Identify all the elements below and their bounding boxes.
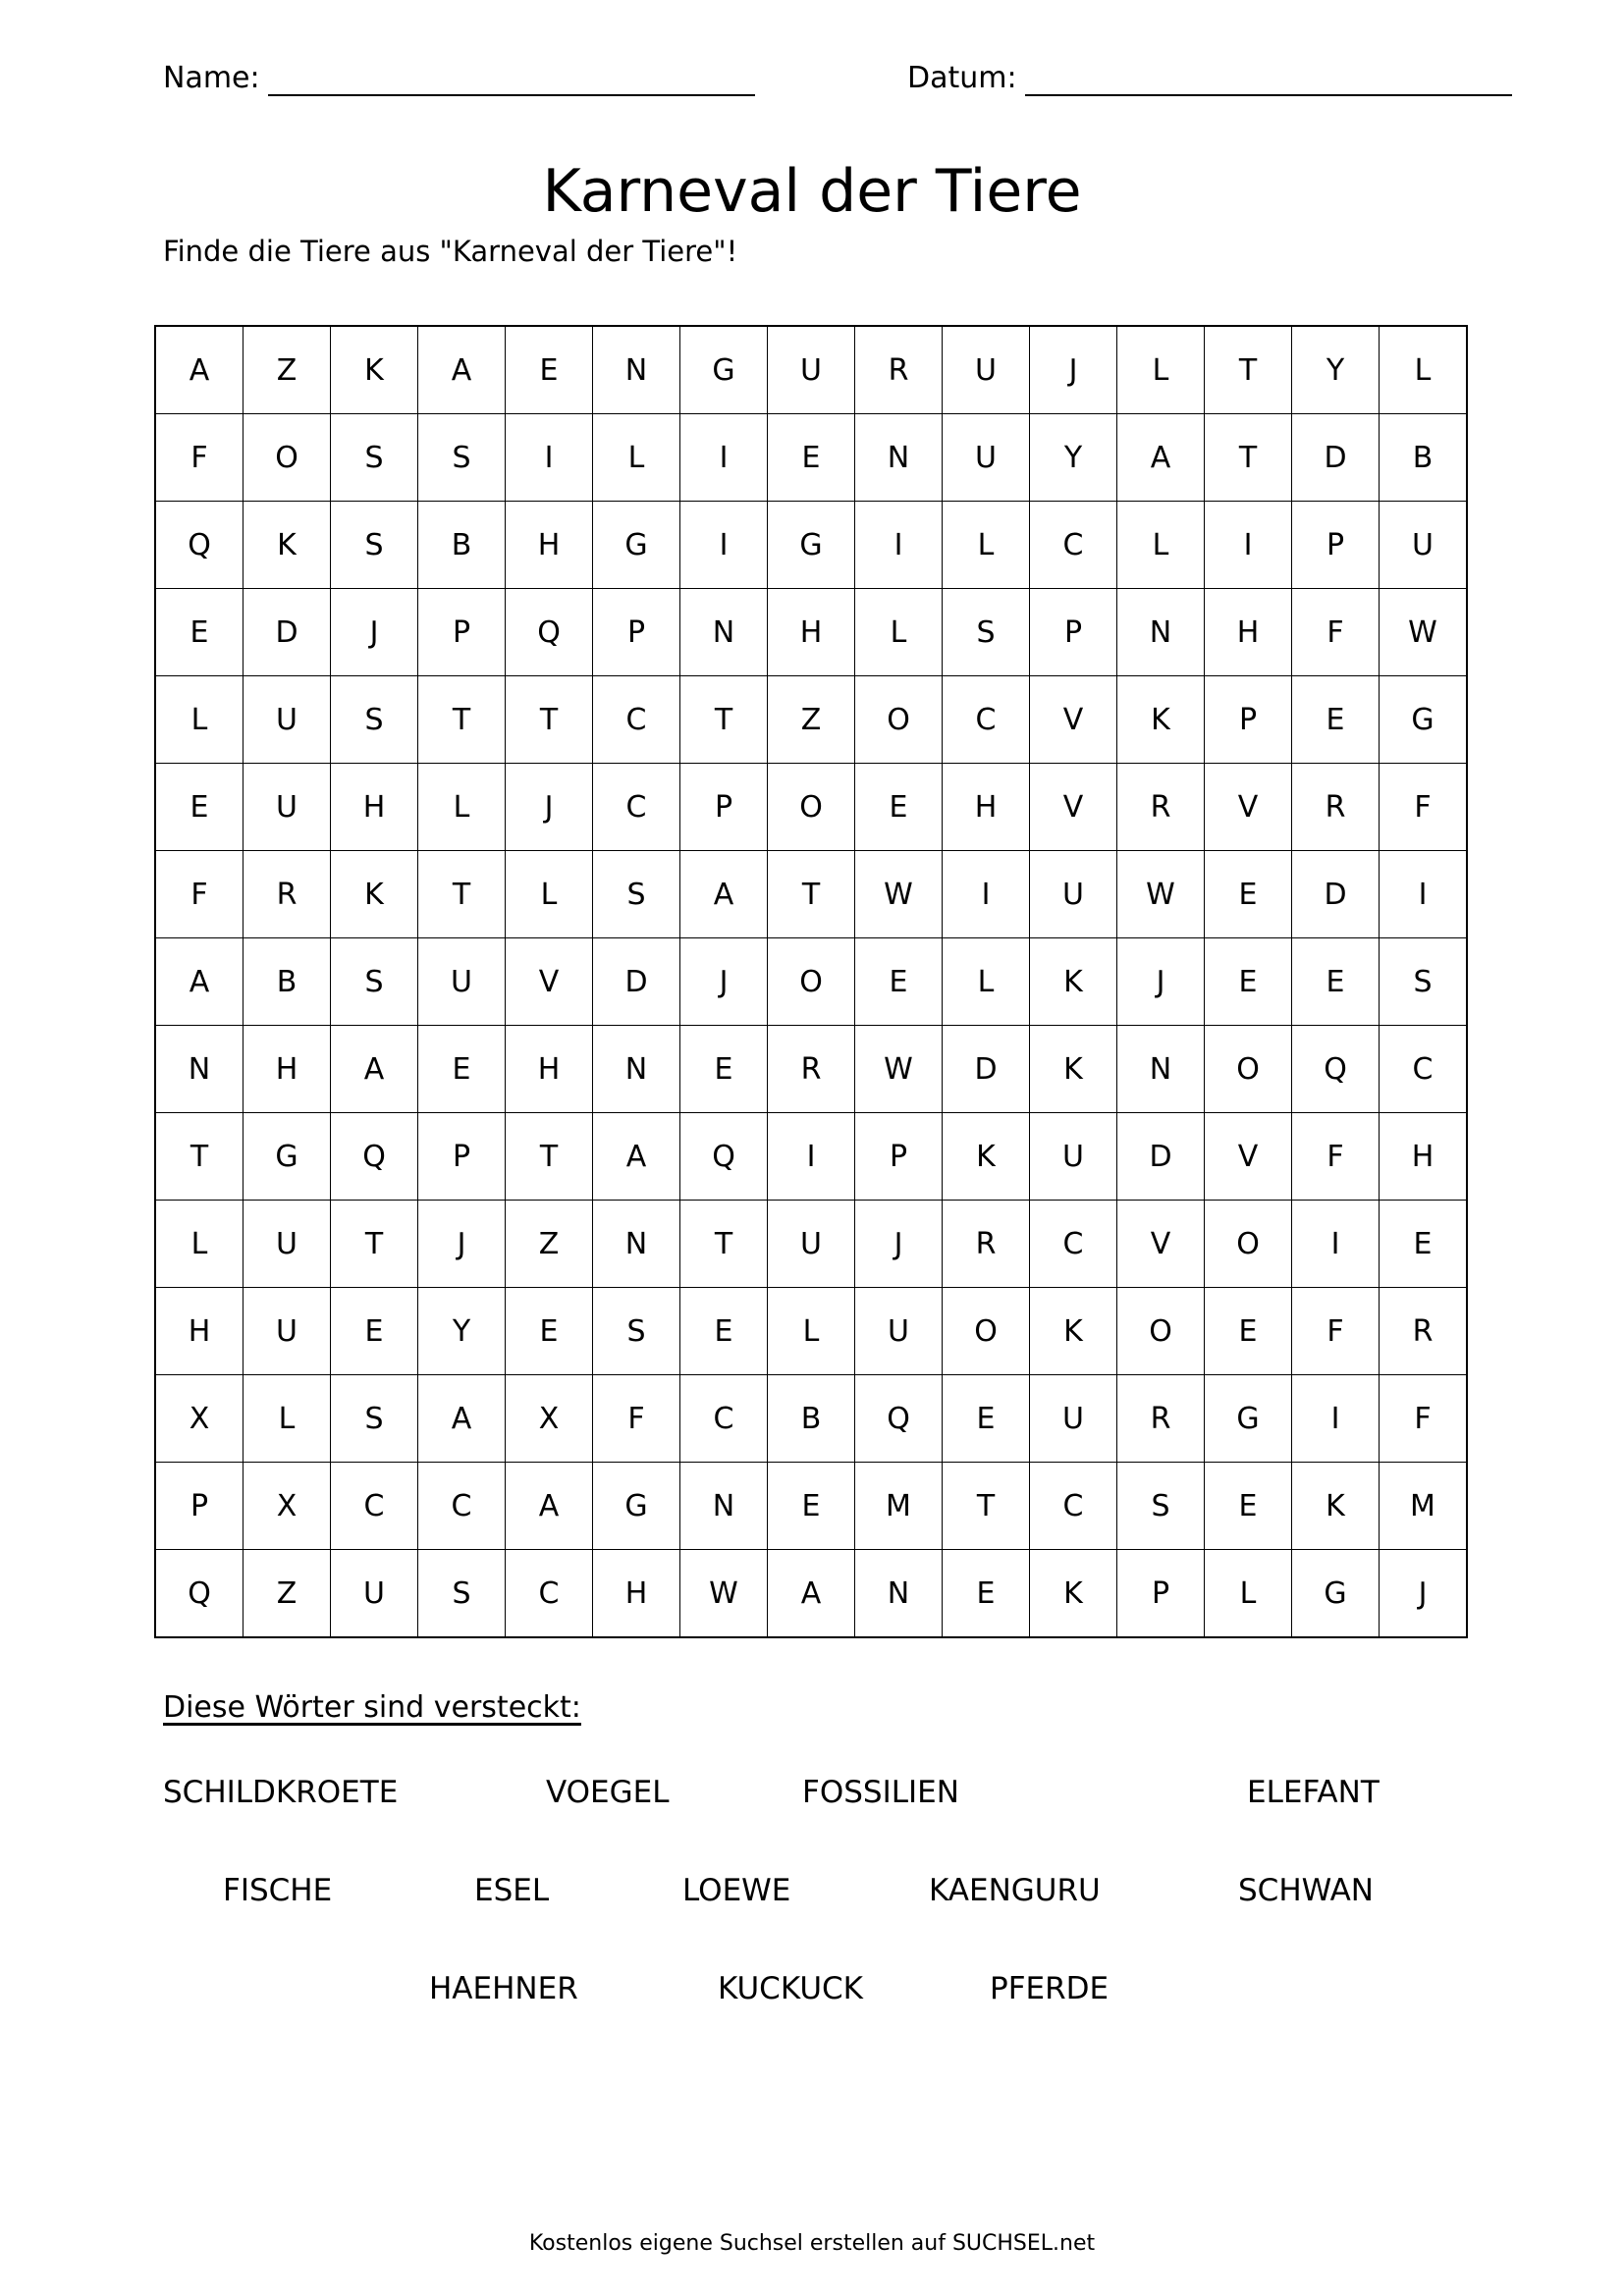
grid-cell[interactable]: M bbox=[855, 1463, 943, 1550]
page-title: Karneval der Tiere bbox=[542, 157, 1082, 226]
grid-cell[interactable]: E bbox=[506, 326, 593, 414]
grid-cell[interactable]: U bbox=[1030, 1113, 1117, 1201]
grid-cell[interactable]: C bbox=[680, 1375, 768, 1463]
word-item: FISCHE bbox=[223, 1873, 333, 1908]
grid-cell[interactable]: C bbox=[331, 1463, 418, 1550]
grid-cell[interactable]: T bbox=[506, 1113, 593, 1201]
grid-cell[interactable]: E bbox=[418, 1026, 506, 1113]
grid-cell[interactable]: K bbox=[244, 502, 331, 589]
grid-cell[interactable]: F bbox=[1292, 1113, 1380, 1201]
grid-cell[interactable]: H bbox=[155, 1288, 244, 1375]
grid-cell[interactable]: D bbox=[1292, 851, 1380, 938]
grid-cell[interactable]: T bbox=[506, 676, 593, 764]
grid-cell[interactable]: Q bbox=[506, 589, 593, 676]
grid-cell[interactable]: K bbox=[1030, 1288, 1117, 1375]
grid-cell[interactable]: E bbox=[155, 764, 244, 851]
word-item: KAENGURU bbox=[929, 1873, 1101, 1908]
grid-cell[interactable]: U bbox=[1030, 1375, 1117, 1463]
grid-cell[interactable]: K bbox=[1030, 938, 1117, 1026]
grid-cell[interactable]: I bbox=[855, 502, 943, 589]
grid-cell[interactable]: O bbox=[1205, 1201, 1292, 1288]
grid-cell[interactable]: E bbox=[768, 1463, 855, 1550]
grid-cell[interactable]: A bbox=[155, 326, 244, 414]
date-write-line[interactable] bbox=[1025, 65, 1512, 96]
grid-cell[interactable]: R bbox=[855, 326, 943, 414]
grid-cell[interactable]: E bbox=[768, 414, 855, 502]
grid-cell[interactable]: K bbox=[331, 326, 418, 414]
grid-cell[interactable]: L bbox=[1205, 1550, 1292, 1638]
grid-cell[interactable]: U bbox=[943, 326, 1030, 414]
grid-cell[interactable]: T bbox=[768, 851, 855, 938]
grid-cell[interactable]: I bbox=[506, 414, 593, 502]
grid-cell[interactable]: P bbox=[155, 1463, 244, 1550]
grid-row bbox=[155, 502, 1467, 589]
grid-cell[interactable]: E bbox=[943, 1375, 1030, 1463]
grid-cell[interactable]: S bbox=[1117, 1463, 1205, 1550]
grid-cell[interactable]: C bbox=[418, 1463, 506, 1550]
grid-cell[interactable]: U bbox=[768, 1201, 855, 1288]
grid-cell[interactable]: P bbox=[1117, 1550, 1205, 1638]
grid-cell[interactable]: L bbox=[1380, 326, 1468, 414]
grid-cell[interactable]: W bbox=[855, 1026, 943, 1113]
grid-cell[interactable]: H bbox=[1380, 1113, 1468, 1201]
grid-cell[interactable]: E bbox=[331, 1288, 418, 1375]
grid-cell[interactable]: T bbox=[418, 851, 506, 938]
grid-row bbox=[155, 1113, 1467, 1201]
grid-cell[interactable]: Q bbox=[680, 1113, 768, 1201]
grid-cell[interactable]: P bbox=[418, 1113, 506, 1201]
grid-cell[interactable]: I bbox=[1292, 1201, 1380, 1288]
grid-cell[interactable]: H bbox=[506, 502, 593, 589]
grid-cell[interactable]: A bbox=[418, 326, 506, 414]
grid-cell[interactable]: E bbox=[1380, 1201, 1468, 1288]
grid-cell[interactable]: G bbox=[244, 1113, 331, 1201]
grid-cell[interactable]: B bbox=[1380, 414, 1468, 502]
grid-cell[interactable]: H bbox=[593, 1550, 680, 1638]
grid-cell[interactable]: N bbox=[593, 1201, 680, 1288]
grid-cell[interactable]: J bbox=[1380, 1550, 1468, 1638]
grid-cell[interactable]: L bbox=[943, 938, 1030, 1026]
grid-cell[interactable]: N bbox=[593, 1026, 680, 1113]
grid-cell[interactable]: P bbox=[418, 589, 506, 676]
grid-cell[interactable]: T bbox=[1205, 414, 1292, 502]
word-list-heading: Diese Wörter sind versteckt: bbox=[163, 1690, 581, 1725]
grid-cell[interactable]: B bbox=[418, 502, 506, 589]
grid-cell[interactable]: O bbox=[943, 1288, 1030, 1375]
word-item: KUCKUCK bbox=[718, 1971, 863, 2006]
grid-cell[interactable]: O bbox=[1117, 1288, 1205, 1375]
grid-cell[interactable]: E bbox=[155, 589, 244, 676]
grid-cell[interactable]: Q bbox=[155, 1550, 244, 1638]
grid-cell[interactable]: V bbox=[1205, 1113, 1292, 1201]
grid-cell[interactable]: E bbox=[506, 1288, 593, 1375]
grid-cell[interactable]: I bbox=[1292, 1375, 1380, 1463]
grid-cell[interactable]: V bbox=[1030, 676, 1117, 764]
grid-cell[interactable]: J bbox=[1117, 938, 1205, 1026]
grid-cell[interactable]: F bbox=[1292, 1288, 1380, 1375]
grid-cell[interactable]: A bbox=[680, 851, 768, 938]
grid-cell[interactable]: G bbox=[1292, 1550, 1380, 1638]
date-label: Datum: bbox=[907, 61, 1017, 95]
grid-cell[interactable]: L bbox=[244, 1375, 331, 1463]
grid-cell[interactable]: D bbox=[244, 589, 331, 676]
grid-cell[interactable]: H bbox=[331, 764, 418, 851]
grid-cell[interactable]: C bbox=[1380, 1026, 1468, 1113]
grid-cell[interactable]: G bbox=[1205, 1375, 1292, 1463]
grid-cell[interactable]: M bbox=[1380, 1463, 1468, 1550]
grid-cell[interactable]: Z bbox=[244, 1550, 331, 1638]
grid-cell[interactable]: O bbox=[1205, 1026, 1292, 1113]
grid-cell[interactable]: F bbox=[155, 414, 244, 502]
grid-cell[interactable]: O bbox=[768, 938, 855, 1026]
grid-cell[interactable]: A bbox=[155, 938, 244, 1026]
grid-cell[interactable]: Y bbox=[418, 1288, 506, 1375]
grid-cell[interactable]: I bbox=[943, 851, 1030, 938]
grid-cell[interactable]: D bbox=[1117, 1113, 1205, 1201]
grid-cell[interactable]: J bbox=[855, 1201, 943, 1288]
grid-cell[interactable]: S bbox=[331, 1375, 418, 1463]
grid-cell[interactable]: Q bbox=[855, 1375, 943, 1463]
grid-cell[interactable]: E bbox=[680, 1026, 768, 1113]
grid-cell[interactable]: Y bbox=[1030, 414, 1117, 502]
name-write-line[interactable] bbox=[268, 65, 755, 96]
grid-cell[interactable]: V bbox=[1205, 764, 1292, 851]
grid-cell[interactable]: F bbox=[1380, 1375, 1468, 1463]
grid-cell[interactable]: B bbox=[768, 1375, 855, 1463]
grid-row bbox=[155, 1550, 1467, 1638]
grid-cell[interactable]: U bbox=[244, 764, 331, 851]
grid-cell[interactable]: C bbox=[593, 764, 680, 851]
grid-cell[interactable]: A bbox=[768, 1550, 855, 1638]
grid-cell[interactable]: I bbox=[680, 414, 768, 502]
grid-cell[interactable]: N bbox=[680, 1463, 768, 1550]
grid-cell[interactable]: O bbox=[768, 764, 855, 851]
grid-cell[interactable]: H bbox=[768, 589, 855, 676]
grid-cell[interactable]: U bbox=[331, 1550, 418, 1638]
grid-cell[interactable]: G bbox=[768, 502, 855, 589]
grid-cell[interactable]: J bbox=[1030, 326, 1117, 414]
grid-cell[interactable]: N bbox=[855, 1550, 943, 1638]
grid-cell[interactable]: K bbox=[1117, 676, 1205, 764]
grid-cell[interactable]: S bbox=[418, 414, 506, 502]
grid-cell[interactable]: H bbox=[1205, 589, 1292, 676]
grid-cell[interactable]: P bbox=[1292, 502, 1380, 589]
grid-cell[interactable]: I bbox=[1205, 502, 1292, 589]
grid-cell[interactable]: J bbox=[506, 764, 593, 851]
grid-cell[interactable]: S bbox=[943, 589, 1030, 676]
grid-cell[interactable]: E bbox=[943, 1550, 1030, 1638]
grid-cell[interactable]: D bbox=[593, 938, 680, 1026]
grid-cell[interactable]: D bbox=[1292, 414, 1380, 502]
grid-cell[interactable]: L bbox=[155, 1201, 244, 1288]
grid-cell[interactable]: V bbox=[1117, 1201, 1205, 1288]
grid-cell[interactable]: T bbox=[943, 1463, 1030, 1550]
grid-cell[interactable]: C bbox=[1030, 502, 1117, 589]
grid-cell[interactable]: E bbox=[680, 1288, 768, 1375]
grid-cell[interactable]: U bbox=[855, 1288, 943, 1375]
grid-cell[interactable]: L bbox=[418, 764, 506, 851]
grid-cell[interactable]: V bbox=[1030, 764, 1117, 851]
grid-cell[interactable]: T bbox=[680, 676, 768, 764]
grid-cell[interactable]: S bbox=[418, 1550, 506, 1638]
grid-cell[interactable]: R bbox=[1117, 764, 1205, 851]
grid-cell[interactable]: Q bbox=[1292, 1026, 1380, 1113]
grid-cell[interactable]: Z bbox=[506, 1201, 593, 1288]
date-field bbox=[907, 61, 1512, 96]
grid-cell[interactable]: S bbox=[331, 414, 418, 502]
grid-cell[interactable]: O bbox=[244, 414, 331, 502]
name-field bbox=[163, 61, 755, 96]
grid-cell[interactable]: K bbox=[1030, 1026, 1117, 1113]
word-item: ELEFANT bbox=[1247, 1775, 1380, 1810]
grid-cell[interactable]: X bbox=[506, 1375, 593, 1463]
grid-cell[interactable]: L bbox=[593, 414, 680, 502]
grid-cell[interactable]: S bbox=[593, 851, 680, 938]
grid-cell[interactable]: P bbox=[680, 764, 768, 851]
grid-cell[interactable]: E bbox=[1292, 676, 1380, 764]
grid-cell[interactable]: R bbox=[1292, 764, 1380, 851]
grid-cell[interactable]: I bbox=[680, 502, 768, 589]
grid-cell[interactable]: S bbox=[1380, 938, 1468, 1026]
grid-cell[interactable]: S bbox=[331, 938, 418, 1026]
grid-cell[interactable]: C bbox=[593, 676, 680, 764]
grid-cell[interactable]: U bbox=[943, 414, 1030, 502]
grid-cell[interactable]: I bbox=[768, 1113, 855, 1201]
grid-cell[interactable]: R bbox=[1117, 1375, 1205, 1463]
grid-cell[interactable]: U bbox=[244, 1201, 331, 1288]
grid-row bbox=[155, 764, 1467, 851]
grid-cell[interactable]: G bbox=[1380, 676, 1468, 764]
grid-cell[interactable]: B bbox=[244, 938, 331, 1026]
grid-cell[interactable]: N bbox=[1117, 589, 1205, 676]
grid-cell[interactable]: I bbox=[1380, 851, 1468, 938]
grid-cell[interactable]: O bbox=[855, 676, 943, 764]
grid-cell[interactable]: N bbox=[155, 1026, 244, 1113]
grid-cell[interactable]: V bbox=[506, 938, 593, 1026]
grid-cell[interactable]: D bbox=[943, 1026, 1030, 1113]
instructions: Finde die Tiere aus "Karneval der Tiere"! bbox=[163, 235, 738, 268]
grid-cell[interactable]: Q bbox=[331, 1113, 418, 1201]
grid-row bbox=[155, 589, 1467, 676]
grid-row bbox=[155, 1288, 1467, 1375]
grid-cell[interactable]: A bbox=[418, 1375, 506, 1463]
grid-cell[interactable]: P bbox=[855, 1113, 943, 1201]
grid-cell[interactable]: A bbox=[331, 1026, 418, 1113]
grid-cell[interactable]: F bbox=[593, 1375, 680, 1463]
grid-cell[interactable]: Z bbox=[768, 676, 855, 764]
grid-cell[interactable]: Y bbox=[1292, 326, 1380, 414]
grid-cell[interactable]: J bbox=[680, 938, 768, 1026]
grid-cell[interactable]: S bbox=[331, 502, 418, 589]
grid-cell[interactable]: G bbox=[680, 326, 768, 414]
grid-cell[interactable]: L bbox=[768, 1288, 855, 1375]
grid-cell[interactable]: K bbox=[1030, 1550, 1117, 1638]
grid-cell[interactable]: C bbox=[1030, 1201, 1117, 1288]
grid-cell[interactable]: W bbox=[1380, 589, 1468, 676]
grid-cell[interactable]: U bbox=[1380, 502, 1468, 589]
grid-cell[interactable]: H bbox=[506, 1026, 593, 1113]
grid-cell[interactable]: K bbox=[1292, 1463, 1380, 1550]
grid-cell[interactable]: R bbox=[768, 1026, 855, 1113]
grid-cell[interactable]: R bbox=[943, 1201, 1030, 1288]
grid-cell[interactable]: N bbox=[855, 414, 943, 502]
grid-cell[interactable]: W bbox=[680, 1550, 768, 1638]
grid-cell[interactable]: C bbox=[1030, 1463, 1117, 1550]
grid-cell[interactable]: P bbox=[593, 589, 680, 676]
grid-cell[interactable]: W bbox=[855, 851, 943, 938]
word-item: LOEWE bbox=[682, 1873, 791, 1908]
grid-cell[interactable]: U bbox=[244, 676, 331, 764]
grid-cell[interactable]: W bbox=[1117, 851, 1205, 938]
grid-cell[interactable]: F bbox=[1380, 764, 1468, 851]
grid-cell[interactable]: F bbox=[155, 851, 244, 938]
word-item: VOEGEL bbox=[546, 1775, 670, 1810]
grid-row bbox=[155, 938, 1467, 1026]
word-item: FOSSILIEN bbox=[802, 1775, 959, 1810]
grid-cell[interactable]: L bbox=[855, 589, 943, 676]
grid-cell[interactable]: R bbox=[244, 851, 331, 938]
grid-cell[interactable]: A bbox=[506, 1463, 593, 1550]
grid-cell[interactable]: T bbox=[1205, 326, 1292, 414]
grid-cell[interactable]: E bbox=[855, 764, 943, 851]
grid-cell[interactable]: U bbox=[1030, 851, 1117, 938]
grid-cell[interactable]: T bbox=[418, 676, 506, 764]
word-item: SCHWAN bbox=[1238, 1873, 1374, 1908]
grid-cell[interactable]: U bbox=[768, 326, 855, 414]
footer-credit: Kostenlos eigene Suchsel erstellen auf SUCHSEL.net bbox=[528, 2231, 1096, 2256]
grid-cell[interactable]: E bbox=[1292, 938, 1380, 1026]
grid-cell[interactable]: Z bbox=[244, 326, 331, 414]
grid-cell[interactable]: E bbox=[1205, 851, 1292, 938]
grid-row bbox=[155, 1375, 1467, 1463]
grid-cell[interactable]: U bbox=[418, 938, 506, 1026]
grid-cell[interactable]: J bbox=[331, 589, 418, 676]
grid-cell[interactable]: T bbox=[155, 1113, 244, 1201]
grid-cell[interactable]: C bbox=[943, 676, 1030, 764]
grid-cell[interactable]: Q bbox=[155, 502, 244, 589]
grid-cell[interactable]: L bbox=[943, 502, 1030, 589]
word-item: PFERDE bbox=[990, 1971, 1110, 2006]
word-item: SCHILDKROETE bbox=[163, 1775, 399, 1810]
grid-cell[interactable]: X bbox=[244, 1463, 331, 1550]
grid-cell[interactable]: H bbox=[244, 1026, 331, 1113]
grid-cell[interactable]: L bbox=[506, 851, 593, 938]
grid-cell[interactable]: L bbox=[1117, 502, 1205, 589]
grid-cell[interactable]: E bbox=[1205, 938, 1292, 1026]
grid-cell[interactable]: P bbox=[1030, 589, 1117, 676]
grid-row bbox=[155, 1201, 1467, 1288]
grid-cell[interactable]: S bbox=[331, 676, 418, 764]
grid-cell[interactable]: L bbox=[1117, 326, 1205, 414]
word-item: ESEL bbox=[474, 1873, 550, 1908]
grid-cell[interactable]: P bbox=[1205, 676, 1292, 764]
grid-cell[interactable]: K bbox=[943, 1113, 1030, 1201]
grid-cell[interactable]: E bbox=[1205, 1288, 1292, 1375]
grid-cell[interactable]: H bbox=[943, 764, 1030, 851]
grid-cell[interactable]: L bbox=[155, 676, 244, 764]
grid-row bbox=[155, 1463, 1467, 1550]
grid-cell[interactable]: T bbox=[680, 1201, 768, 1288]
word-search-grid bbox=[154, 325, 1468, 1638]
grid-cell[interactable]: E bbox=[1205, 1463, 1292, 1550]
word-item: HAEHNER bbox=[429, 1971, 578, 2006]
grid-cell[interactable]: U bbox=[244, 1288, 331, 1375]
grid-row bbox=[155, 851, 1467, 938]
grid-row bbox=[155, 326, 1467, 414]
grid-cell[interactable]: N bbox=[680, 589, 768, 676]
grid-cell[interactable]: F bbox=[1292, 589, 1380, 676]
grid-row bbox=[155, 1026, 1467, 1113]
grid-cell[interactable]: E bbox=[855, 938, 943, 1026]
grid-cell[interactable]: C bbox=[506, 1550, 593, 1638]
grid-row bbox=[155, 676, 1467, 764]
grid-row bbox=[155, 414, 1467, 502]
grid-cell[interactable]: T bbox=[331, 1201, 418, 1288]
grid-cell[interactable]: N bbox=[1117, 1026, 1205, 1113]
grid-cell[interactable]: J bbox=[418, 1201, 506, 1288]
grid-cell[interactable]: G bbox=[593, 502, 680, 589]
grid-cell[interactable]: G bbox=[593, 1463, 680, 1550]
grid-cell[interactable]: S bbox=[593, 1288, 680, 1375]
grid-cell[interactable]: N bbox=[593, 326, 680, 414]
grid-cell[interactable]: A bbox=[593, 1113, 680, 1201]
grid-cell[interactable]: A bbox=[1117, 414, 1205, 502]
grid-cell[interactable]: X bbox=[155, 1375, 244, 1463]
grid-cell[interactable]: K bbox=[331, 851, 418, 938]
name-label: Name: bbox=[163, 61, 260, 95]
grid-cell[interactable]: R bbox=[1380, 1288, 1468, 1375]
